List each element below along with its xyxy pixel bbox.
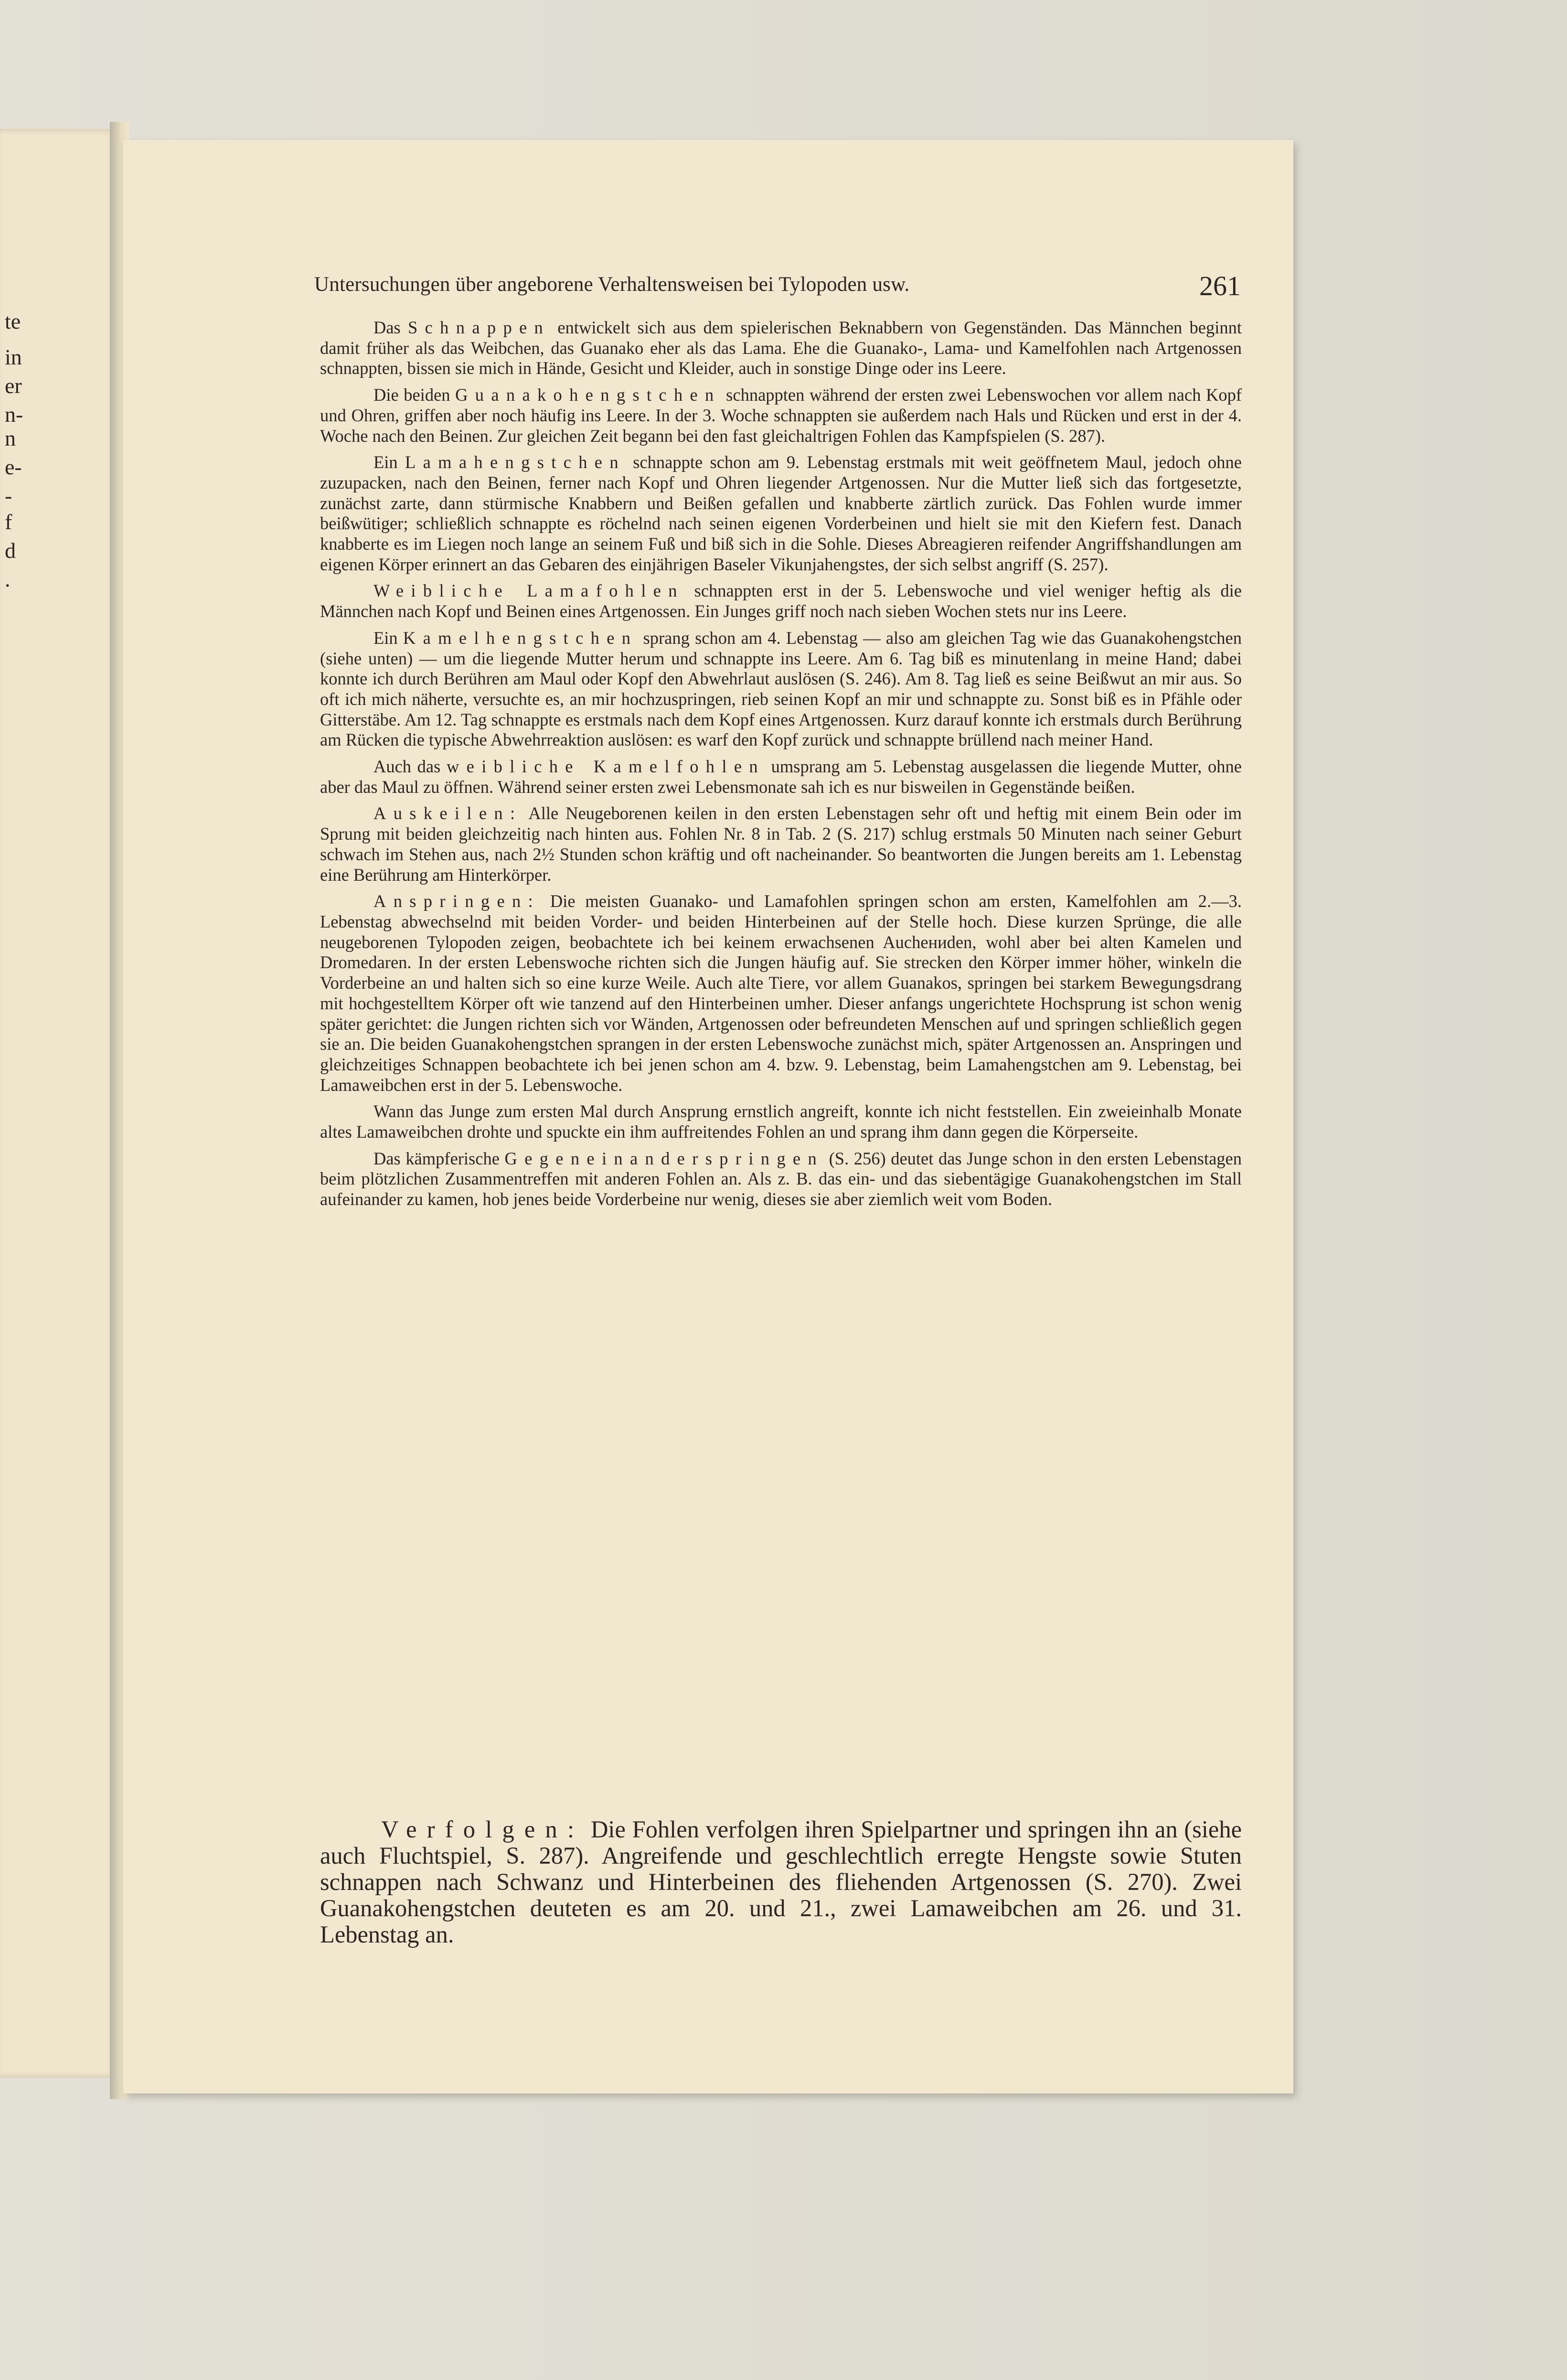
left-page-fragment: e- [5, 455, 22, 479]
left-page-fragment: d [5, 538, 16, 563]
spaced-term: Lamahengstchen [405, 452, 626, 472]
paragraph-text: Die Fohlen verfolgen ihren Spielpartner und springen ihn an (siehe auch Fluchtspiel, S. 287). Angreifende und geschlechtlich erregte Hengste sowie Stuten schnappen nach Schwanz und Hinterbeinen des fliehenden Artgenossen (S. 270). Zwei Guanakohengstchen deuteten es am 20. und 21., zwei Lamaweibchen am 26. und 31. Lebenstag an. [320, 1816, 1242, 1948]
large-paragraph [320, 1816, 1242, 1948]
page-261 [123, 140, 1293, 2093]
running-title: Untersuchungen über angeborene Verhaltensweisen bei Tylopoden usw. [314, 273, 910, 296]
spaced-term: Kamelhengstchen [403, 628, 638, 648]
spaced-term: Anspringen: [373, 891, 541, 911]
body-text [320, 318, 1242, 1216]
paragraph-text: schnappte schon am 9. Lebenstag erstmals mit weit geöffnetem Maul, jedoch ohne zuzupacken, nach den Beinen, ferner nach Kopf und Ohren liegender Artgenossen. Nur die Mutter ließ sich das fortgesetzte, zunächst zarte, dann stürmische Knabbern und Beißen gefallen und knabberte zärtlich zurück. Das Fohlen wurde immer beißwütiger; schließlich schnappte es röchelnd nach seinen eigenen Vorderbeinen und hielt sie mit den Kiefern fest. Danach knabberte es im Liegen noch lange an seinem Fuß und biß sich in die Sohle. Dieses Abreagieren reifender Angriffshandlungen am eigenen Körper erinnert an das Gebaren des einjährigen Baseler Vikunjahengstes, der sich selbst angriff (S. 257). [320, 452, 1242, 574]
left-page-fragment: te [5, 309, 21, 333]
paragraph-text: schnappten während der ersten zwei Lebenswochen vor allem nach Kopf und Ohren, griffen aber noch häufig ins Leere. In der 3. Woche schnappten sie außerdem nach Hals und Rücken und erst in der 4. Woche nach den Beinen. Zur gleichen Zeit begann bei den fast gleichaltrigen Fohlen das Kampfspielen (S. 287). [320, 385, 1242, 446]
paragraph-text: Alle Neugeborenen keilen in den ersten Lebenstagen sehr oft und heftig mit einem Bein oder im Sprung mit beiden gleichzeitig nach hinten aus. Fohlen Nr. 8 in Tab. 2 (S. 217) schlug erstmals 50 Minuten nach seiner Geburt schwach im Stehen aus, nach 2½ Stunden schon kräftig und oft nacheinander. So beantworten die Jungen bereits am 1. Lebenstag eine Berührung am Hinterkörper. [320, 803, 1242, 885]
left-page-fragment: er [5, 374, 22, 398]
paragraph [320, 581, 1242, 621]
paragraph [320, 318, 1242, 379]
paragraph [320, 452, 1242, 575]
paragraph-text: Die meisten Guanako- und Lamafohlen springen schon am ersten, Kamelfohlen am 2.—3. Lebenstag abwechselnd mit beiden Vorder- und beiden Hinterbeinen auf der Stelle hoch. Diese kurzen Sprünge, die alle neugeborenen Tylopoden zeigen, beobachtete ich bei keinem erwachsenen Auchениden, wohl aber bei alten Kamelen und Dromedaren. In der ersten Lebenswoche richten sich die Jungen häufig auf. Sie strecken den Körper immer höher, winkeln die Vorderbeine an und halten sich so eine kurze Weile. Auch alte Tiere, vor allem Guanakos, springen bei starkem Bewegungsdrang mit hochgestelltem Körper oft wie tanzend auf den Hinterbeinen umher. Dieser anfangs ungerichtete Hochsprung ist schon wenig später gerichtet: die Jungen richten sich vor Wänden, Artgenossen oder befreundeten Menschen auf und springen schließlich gegen sie an. Die beiden Guanakohengstchen sprangen in der ersten Lebenswoche zunächst mich, später Artgenossen an. Anspringen und gleichzeitiges Schnappen beobachtete ich bei jenen schon am 4. bzw. 9. Lebenstag, beim Lamahengstchen am 9. Lebenstag, bei Lamaweibchen erst in der 5. Lebenswoche. [320, 891, 1242, 1095]
left-page-fragment: f [5, 510, 12, 534]
left-page-fragment: in [5, 345, 22, 369]
paragraph-lead: Ein [373, 628, 398, 648]
spaced-term: Weibliche Lamafohlen [373, 581, 684, 601]
paragraph-text: Wann das Junge zum ersten Mal durch Ansprung ernstlich angreift, konnte ich nicht feststellen. Ein zweieinhalb Monate altes Lamaweibchen drohte und spuckte ein ihm auffreitendes Fohlen an und sprang ihm dann gegen die Körperseite. [320, 1101, 1242, 1142]
paragraph [320, 757, 1242, 797]
left-page-fragment: n- [5, 402, 23, 427]
spaced-term: Auskeilen: [373, 803, 522, 823]
paragraph-text: (S. 256) deutet das Junge schon in den ersten Lebenstagen beim plötzlichen Zusammentreffen mit anderen Fohlen an. Als z. B. das ein- und das siebentägige Guanakohengstchen im Stall aufeinander zu kamen, hob jenes beide Vorderbeine nur wenig, dieses sie aber ziemlich weit vom Boden. [320, 1148, 1242, 1209]
paragraph-text: umsprang am 5. Lebenstag ausgelassen die liegende Mutter, ohne aber das Maul zu öffnen. Während seiner ersten zwei Lebensmonate sah ich es nur bisweilen in Gegenstände beißen. [320, 757, 1242, 797]
left-page-fragment: . [5, 567, 11, 591]
paragraph-lead: Das [373, 318, 401, 337]
paragraph-lead: Auch das [373, 757, 441, 777]
spaced-term: weibliche Kamelfohlen [446, 757, 765, 777]
paragraph-text: sprang schon am 4. Lebenstag — also am gleichen Tag wie das Guanakohengstchen (siehe unten) — um die liegende Mutter herum und schnappte ins Leere. Am 6. Tag biß es minutenlang in meine Hand; dabei konnte ich durch Berühren am Maul oder Kopf den Abwehrlaut auslösen (S. 246). Am 8. Tag ließ es seine Beißwut an mir aus. So oft ich mich näherte, versuchte es, an mir hochzuspringen, rieb seinen Kopf an mir und schnappte zu. Sonst biß es in Pfähle oder Gitterstäbe. Am 12. Tag schnappte es erstmals nach dem Kopf eines Artgenossen. Kurz darauf konnte ich erstmals durch Berührung am Rücken die typische Abwehrreaktion auslösen: es warf den Kopf zurück und schnappte brüllend nach meiner Hand. [320, 628, 1242, 750]
page-number: 261 [1199, 270, 1241, 301]
paragraph-lead: Die beiden [373, 385, 450, 405]
left-page-edge [0, 129, 117, 2078]
paragraph [320, 1149, 1242, 1210]
paragraph-text: schnappten erst in der 5. Lebenswoche und viel weniger heftig als die Männchen nach Kopf und Beinen eines Artgenossen. Ein Junges griff noch nach sieben Wochen stets nur ins Leere. [320, 581, 1242, 621]
paragraph [320, 1101, 1242, 1142]
paragraph [320, 803, 1242, 885]
left-page-fragment: n [5, 426, 16, 450]
paragraph [320, 1816, 1242, 1948]
spaced-term: Gegeneinanderspringen [504, 1148, 824, 1168]
paragraph-text: entwickelt sich aus dem spielerischen Beknabbern von Gegenständen. Das Männchen beginnt damit früher als das Weibchen, das Guanako eher als das Lama. Ehe die Guanako-, Lama- und Kamelfohlen nach Artgenossen schnappten, bissen sie mich in Hände, Gesicht und Kleider, auch in sonstige Dinge oder ins Leere. [320, 318, 1242, 378]
paragraph [320, 628, 1242, 750]
paragraph [320, 385, 1242, 446]
spaced-term: Schnappen [408, 318, 551, 337]
paragraph-lead: Ein [373, 452, 398, 472]
spaced-term: Guanakohengstchen [455, 385, 721, 405]
left-page-fragment: - [5, 483, 12, 508]
paragraph-lead: Das kämpferische [373, 1148, 500, 1168]
paragraph [320, 891, 1242, 1095]
spaced-term: Verfolgen: [381, 1816, 585, 1843]
